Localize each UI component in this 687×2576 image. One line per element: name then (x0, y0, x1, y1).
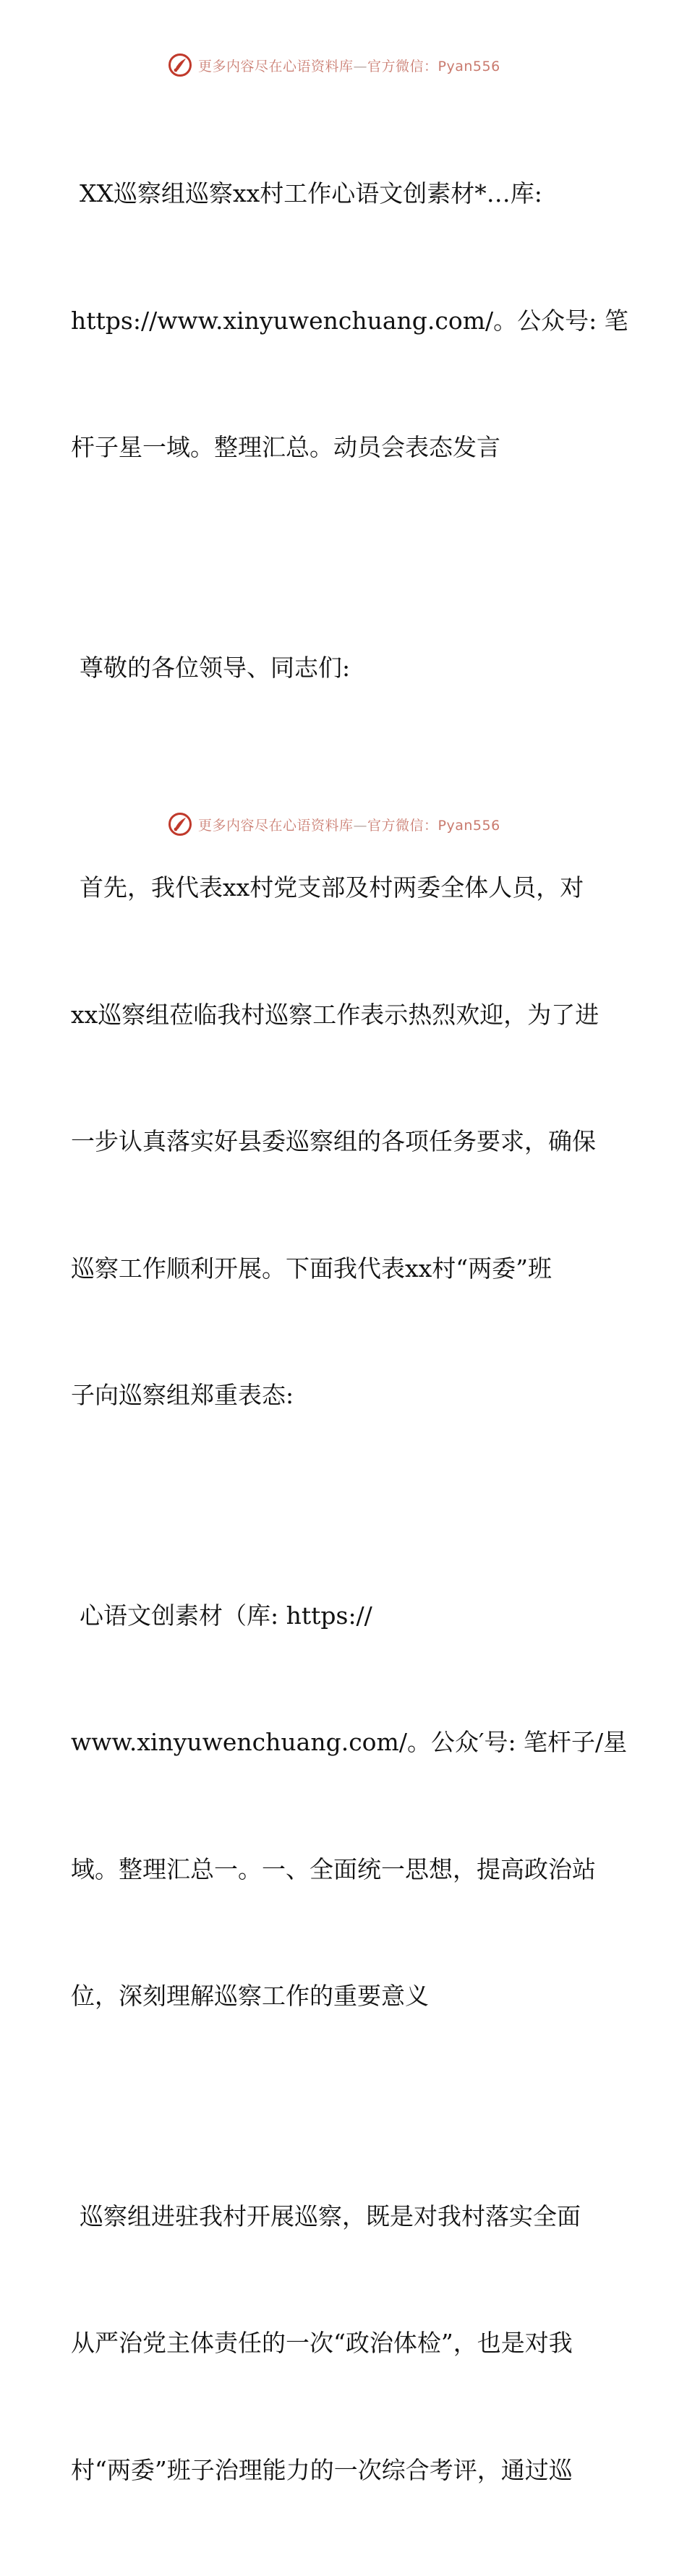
paragraph-title (71, 88, 628, 554)
paragraph-section-one (71, 1510, 628, 2102)
watermark-main-text: 更多内容尽在心语资料库 (198, 818, 354, 834)
text-line: 心语文创素材（库: https:// (71, 1595, 628, 1638)
watermark-suffix: 官方微信：Pyan556 (367, 59, 500, 74)
text-line: xx巡察组莅临我村巡察工作表示热烈欢迎，为了进 (71, 994, 628, 1037)
text-line: www.xinyuwenchuang.com/。公众′号: 笔杆子/星 (71, 1721, 628, 1764)
watermark-main-text: 更多内容尽在心语资料库 (198, 59, 354, 74)
watermark-separator: — (354, 59, 368, 74)
text-line: 巡察组进驻我村开展巡察，既是对我村落实全面 (71, 2196, 628, 2238)
brush-logo-icon (168, 53, 192, 77)
paragraph-salutation (71, 562, 628, 774)
text-line: 从严治党主体责任的一次“政治体检”，也是对我 (71, 2322, 628, 2365)
watermark-suffix: 官方微信：Pyan556 (367, 818, 500, 834)
text-line: 域。整理汇总一。一、全面统一思想，提高政治站 (71, 1849, 628, 1891)
text-line: 子向巡察组郑重表态: (71, 1374, 628, 1417)
footer-watermark (168, 811, 500, 837)
text-line: XX巡察组巡察xx村工作心语文创素材*…库: (71, 173, 628, 215)
text-line: 村“两委”班子治理能力的一次综合考评，通过巡 (71, 2449, 628, 2492)
text-line: https://www.xinyuwenchuang.com/。公众号: 笔 (71, 300, 628, 343)
text-line: 首先，我代表xx村党支部及村两委全体人员，对 (71, 867, 628, 910)
paragraph-welcome (71, 782, 628, 1502)
text-line: 尊敬的各位领导、同志们: (71, 647, 628, 690)
document-body (71, 88, 628, 804)
paragraph-body (71, 2111, 628, 2576)
text-line: 巡察工作顺利开展。下面我代表xx村“两委”班 (71, 1248, 628, 1291)
watermark-text (198, 815, 500, 834)
header-watermark (168, 52, 500, 78)
text-line: 一步认真落实好县委巡察组的各项任务要求，确保 (71, 1121, 628, 1163)
text-line: 杆子星一域。整理汇总。动员会表态发言 (71, 427, 628, 469)
text-line: 位，深刻理解巡察工作的重要意义 (71, 1975, 628, 2018)
watermark-text (198, 56, 500, 75)
watermark-separator: — (354, 818, 368, 834)
brush-logo-icon (168, 812, 192, 836)
